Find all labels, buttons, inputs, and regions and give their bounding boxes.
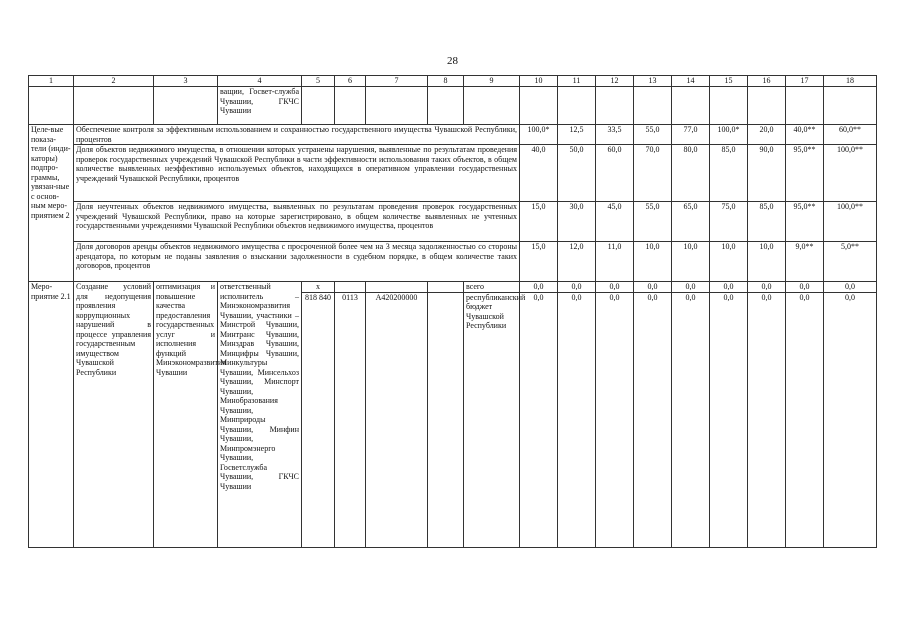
executor-continuation: ващии, Госвет-служба Чувашии, ГКЧС Чувашии bbox=[218, 87, 302, 125]
column-header: 1 bbox=[29, 76, 74, 87]
indicator-value: 33,5 bbox=[596, 125, 634, 145]
empty-cell bbox=[634, 87, 672, 125]
column-header: 13 bbox=[634, 76, 672, 87]
empty-cell bbox=[596, 87, 634, 125]
indicator-text: Доля неучтенных объектов недвижимого имущества, выявленных по результатам проведения проверок государственных учреждений Чувашской Республики, право на которые зарегистрировано, в общем количестве выявленных не учтенных государственными учреждениями Чувашской Республики объектов недвижимого имущества, процентов bbox=[74, 202, 520, 242]
indicator-value: 55,0 bbox=[634, 125, 672, 145]
code-section: 0113 bbox=[335, 292, 366, 547]
indicator-row bbox=[29, 242, 877, 282]
funding-value: 0,0 bbox=[596, 282, 634, 293]
column-header: 4 bbox=[218, 76, 302, 87]
funding-source: всего bbox=[464, 282, 520, 293]
indicator-value: 15,0 bbox=[520, 242, 558, 282]
column-header: 14 bbox=[672, 76, 710, 87]
indicator-value: 30,0 bbox=[558, 202, 596, 242]
empty-cell bbox=[464, 87, 520, 125]
indicator-value: 75,0 bbox=[710, 202, 748, 242]
indicator-row bbox=[29, 202, 877, 242]
indicator-value: 100,0** bbox=[824, 145, 877, 202]
indicator-text: Обеспечение контроля за эффективным использованием и сохранностью государственного имущества Чувашской Республики, процентов bbox=[74, 125, 520, 145]
program-table bbox=[28, 75, 877, 548]
funding-value: 0,0 bbox=[710, 292, 748, 547]
indicator-value: 12,5 bbox=[558, 125, 596, 145]
indicator-value: 12,0 bbox=[558, 242, 596, 282]
empty-cell bbox=[824, 87, 877, 125]
continuation-row bbox=[29, 87, 877, 125]
empty-cell bbox=[520, 87, 558, 125]
indicator-value: 5,0** bbox=[824, 242, 877, 282]
indicator-value: 65,0 bbox=[672, 202, 710, 242]
indicator-row bbox=[29, 145, 877, 202]
indicator-row bbox=[29, 125, 877, 145]
column-header: 7 bbox=[366, 76, 428, 87]
funding-source: республиканский бюджет Чувашской Республики bbox=[464, 292, 520, 547]
empty-cell bbox=[74, 87, 154, 125]
column-header: 18 bbox=[824, 76, 877, 87]
measure-goal: оптимизация и повышение качества предоставления государственных услуг и исполнения функций Минэкономразвития Чувашии bbox=[154, 282, 218, 548]
indicator-value: 85,0 bbox=[710, 145, 748, 202]
indicator-value: 60,0** bbox=[824, 125, 877, 145]
indicator-value: 10,0 bbox=[672, 242, 710, 282]
measure-executor: ответственный исполнитель – Минэкономразвития Чувашии, участники – Минстрой Чувашии, Минтранс Чувашии, Минздрав Чувашии, Минцифры Чувашии, Минкультуры Чувашии, Минсельхоз Чувашии, Минспорт Чувашии, Минобразования Чувашии, Минприроды Чувашии, Минфин Чувашии, Минпромэнерго Чувашии, Госветслужба Чувашии, ГКЧС Чувашии bbox=[218, 282, 302, 548]
empty-cell bbox=[335, 87, 366, 125]
column-header: 12 bbox=[596, 76, 634, 87]
column-header: 17 bbox=[786, 76, 824, 87]
indicator-value: 40,0 bbox=[520, 145, 558, 202]
code-target bbox=[366, 282, 428, 293]
empty-cell bbox=[672, 87, 710, 125]
column-header: 2 bbox=[74, 76, 154, 87]
column-header: 11 bbox=[558, 76, 596, 87]
funding-value: 0,0 bbox=[672, 282, 710, 293]
indicator-value: 15,0 bbox=[520, 202, 558, 242]
indicator-value: 80,0 bbox=[672, 145, 710, 202]
indicator-value: 70,0 bbox=[634, 145, 672, 202]
funding-value: 0,0 bbox=[824, 292, 877, 547]
funding-value: 0,0 bbox=[824, 282, 877, 293]
column-header: 6 bbox=[335, 76, 366, 87]
code-section bbox=[335, 282, 366, 293]
page-number: 28 bbox=[447, 55, 458, 67]
indicator-value: 9,0** bbox=[786, 242, 824, 282]
empty-cell bbox=[558, 87, 596, 125]
indicator-value: 60,0 bbox=[596, 145, 634, 202]
empty-cell bbox=[29, 87, 74, 125]
indicator-text: Доля объектов недвижимого имущества, в отношении которых устранены нарушения, выявленные по результатам проведения проверок государственных учреждений Чувашской Республики в части эффективности использования таких объектов, в общем количестве выявленных неэффективно используемых объектов, находящихся в оперативном управлении государственных учреждений Чувашской Республики, процентов bbox=[74, 145, 520, 202]
indicator-value: 45,0 bbox=[596, 202, 634, 242]
indicator-text: Доля договоров аренды объектов недвижимого имущества с просроченной более чем на 3 месяца задолженностью со стороны арендатора, по которым не поданы заявления о взыскании задолженности в судебном порядке, в общем количестве таких договоров, процентов bbox=[74, 242, 520, 282]
indicator-value: 10,0 bbox=[710, 242, 748, 282]
code-grbs: x bbox=[302, 282, 335, 293]
indicator-value: 40,0** bbox=[786, 125, 824, 145]
empty-cell bbox=[154, 87, 218, 125]
indicator-value: 11,0 bbox=[596, 242, 634, 282]
code-target: А420200000 bbox=[366, 292, 428, 547]
empty-cell bbox=[302, 87, 335, 125]
empty-cell bbox=[366, 87, 428, 125]
funding-value: 0,0 bbox=[558, 292, 596, 547]
indicator-value: 95,0** bbox=[786, 145, 824, 202]
indicator-value: 100,0** bbox=[824, 202, 877, 242]
indicator-value: 55,0 bbox=[634, 202, 672, 242]
funding-value: 0,0 bbox=[786, 282, 824, 293]
indicator-value: 90,0 bbox=[748, 145, 786, 202]
funding-value: 0,0 bbox=[786, 292, 824, 547]
empty-cell bbox=[710, 87, 748, 125]
column-header: 9 bbox=[464, 76, 520, 87]
column-header: 5 bbox=[302, 76, 335, 87]
funding-value: 0,0 bbox=[596, 292, 634, 547]
indicators-label: Целе-вые показа-тели (инди-каторы) подпро-граммы, увязан-ные с основ-ным меро-приятием 2 bbox=[29, 125, 74, 282]
indicator-value: 85,0 bbox=[748, 202, 786, 242]
funding-value: 0,0 bbox=[748, 282, 786, 293]
indicator-value: 95,0** bbox=[786, 202, 824, 242]
indicator-value: 100,0* bbox=[710, 125, 748, 145]
funding-value: 0,0 bbox=[672, 292, 710, 547]
measure-row-total bbox=[29, 282, 877, 293]
column-header: 16 bbox=[748, 76, 786, 87]
indicator-value: 77,0 bbox=[672, 125, 710, 145]
indicator-value: 20,0 bbox=[748, 125, 786, 145]
column-header: 8 bbox=[428, 76, 464, 87]
funding-value: 0,0 bbox=[634, 282, 672, 293]
empty-cell bbox=[428, 87, 464, 125]
column-header: 10 bbox=[520, 76, 558, 87]
indicator-value: 100,0* bbox=[520, 125, 558, 145]
funding-value: 0,0 bbox=[558, 282, 596, 293]
code-grbs: 818 840 bbox=[302, 292, 335, 547]
header-row bbox=[29, 76, 877, 87]
measure-label: Меро-приятие 2.1 bbox=[29, 282, 74, 548]
code-type bbox=[428, 282, 464, 293]
empty-cell bbox=[748, 87, 786, 125]
funding-value: 0,0 bbox=[748, 292, 786, 547]
indicator-value: 10,0 bbox=[748, 242, 786, 282]
column-header: 15 bbox=[710, 76, 748, 87]
funding-value: 0,0 bbox=[634, 292, 672, 547]
empty-cell bbox=[786, 87, 824, 125]
funding-value: 0,0 bbox=[520, 292, 558, 547]
code-type bbox=[428, 292, 464, 547]
column-header: 3 bbox=[154, 76, 218, 87]
funding-value: 0,0 bbox=[520, 282, 558, 293]
indicator-value: 10,0 bbox=[634, 242, 672, 282]
measure-name: Создание условий для недопущения проявления коррупционных нарушений в процессе управления государственным имуществом Чувашской Республики bbox=[74, 282, 154, 548]
funding-value: 0,0 bbox=[710, 282, 748, 293]
indicator-value: 50,0 bbox=[558, 145, 596, 202]
